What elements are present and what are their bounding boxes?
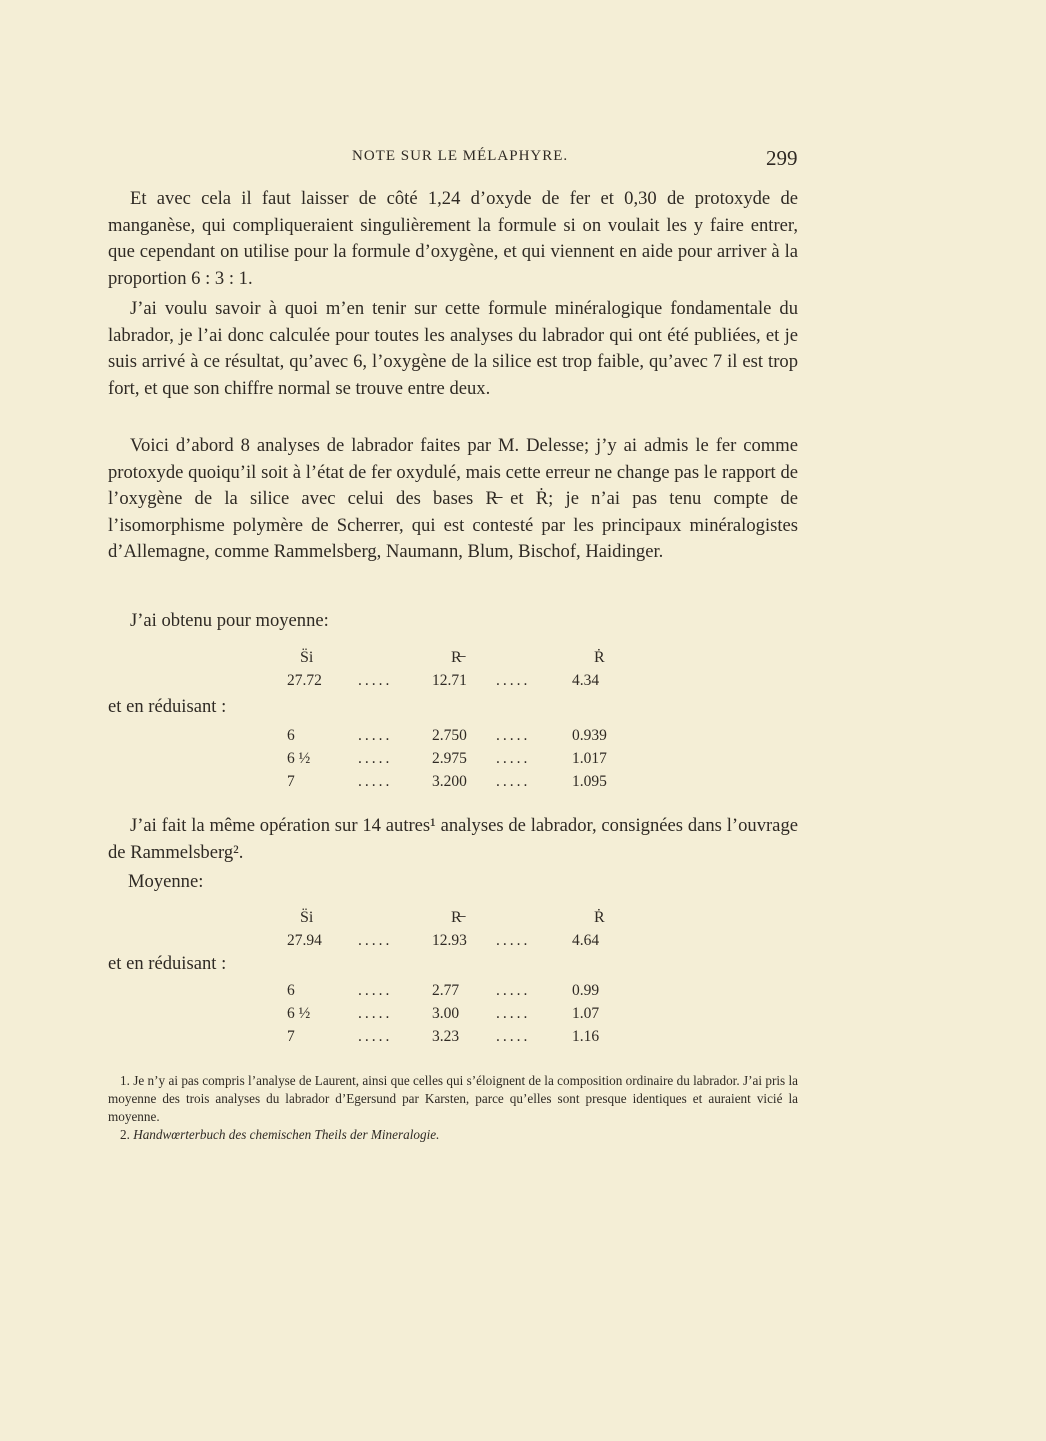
oxygen-ratio-table-1-reduced: [270, 727, 630, 796]
oxygen-ratio-table-1: [270, 649, 630, 695]
mean-intro-1: J’ai obtenu pour moyenne:: [130, 610, 329, 631]
table-header-row: [270, 909, 630, 932]
paragraph-3: Voici d’abord 8 analyses de labrador faites par M. Delesse; j’y ai admis le fer comme protoxyde quoiqu’il soit à l’état de fer oxydulé, mais cette erreur ne change pas le rapport de l’oxygène de la silice avec celui des bases R̶ et Ṙ; je n’ai pas tenu compte de l’isomorphisme polymère de Scherrer, qui est contesté par les principaux minéralogistes d’Allemagne, comme Rammelsberg, Naumann, Blum, Bischof, Haidinger.: [108, 435, 798, 562]
header-r-dot: Ṙ: [594, 909, 605, 926]
footnotes: [108, 1072, 798, 1144]
table-row: 6 ½ ..... 3.00 ..... 1.07: [287, 1005, 600, 1022]
paragraph-2: J’ai voulu savoir à quoi m’en tenir sur cette formule minéralogique fondamentale du labrador, je l’ai donc calculée pour toutes les analyses du labrador qui ont été publiées, et je suis arrivé à ce résultat, qu’avec 6, l’oxygène de la silice est trop faible, qu’avec 7 il est trop fort, et que son chiffre normal se trouve entre deux.: [108, 298, 798, 399]
table-mean-row: 27.72 ..... 12.71 ..... 4.34: [287, 672, 600, 689]
footnote-1: 1. Je n’y ai pas compris l’analyse de Laurent, ainsi que celles qui s’éloignent de la composition ordinaire du labrador. J’ai pris la moyenne des trois analyses du labrador d’Egersund par Karsten, parce qu’elles sont presque identiques et auraient vicié la moyenne.: [108, 1073, 798, 1124]
paragraph-1: Et avec cela il faut laisser de côté 1,24 d’oxyde de fer et 0,30 de protoxyde de manganèse, qui compliqueraient singulièrement la formule si on voulait les y faire entrer, que cependant on utilise pour la formule d’oxygène, et qui viennent en aide pour arriver à la proportion 6 : 3 : 1.: [108, 188, 798, 289]
table-header-row: [270, 649, 630, 672]
table-mean-row: 27.94 ..... 12.93 ..... 4.64: [287, 932, 600, 949]
reducing-label-2: et en réduisant :: [108, 953, 227, 974]
oxygen-ratio-table-2-reduced: [270, 982, 630, 1051]
header-si: S̈i: [300, 909, 314, 926]
oxygen-ratio-table-2: [270, 909, 630, 955]
footnote-2: 2. Handwœrterbuch des chemischen Theils der Mineralogie.: [120, 1127, 440, 1142]
running-title: NOTE SUR LE MÉLAPHYRE.: [352, 148, 569, 164]
table-row: 7 ..... 3.23 ..... 1.16: [287, 1028, 600, 1045]
table-row: 6 ..... 2.750 ..... 0.939: [287, 727, 607, 744]
reducing-label-1: et en réduisant :: [108, 696, 227, 717]
header-r-bar: R̶: [451, 649, 462, 666]
header-r-dot: Ṙ: [594, 649, 605, 666]
table-row: 6 ..... 2.77 ..... 0.99: [287, 982, 600, 999]
page-number: 299: [766, 146, 798, 170]
paragraph-4: J’ai fait la même opération sur 14 autres¹ analyses de labrador, consignées dans l’ouvrage de Rammelsberg².: [108, 815, 798, 863]
header-si: S̈i: [300, 649, 314, 666]
table-row: 6 ½ ..... 2.975 ..... 1.017: [287, 750, 607, 767]
table-row: 7 ..... 3.200 ..... 1.095: [287, 773, 607, 790]
header-r-bar: R̶: [451, 909, 462, 926]
mean-intro-2: Moyenne:: [128, 871, 204, 892]
